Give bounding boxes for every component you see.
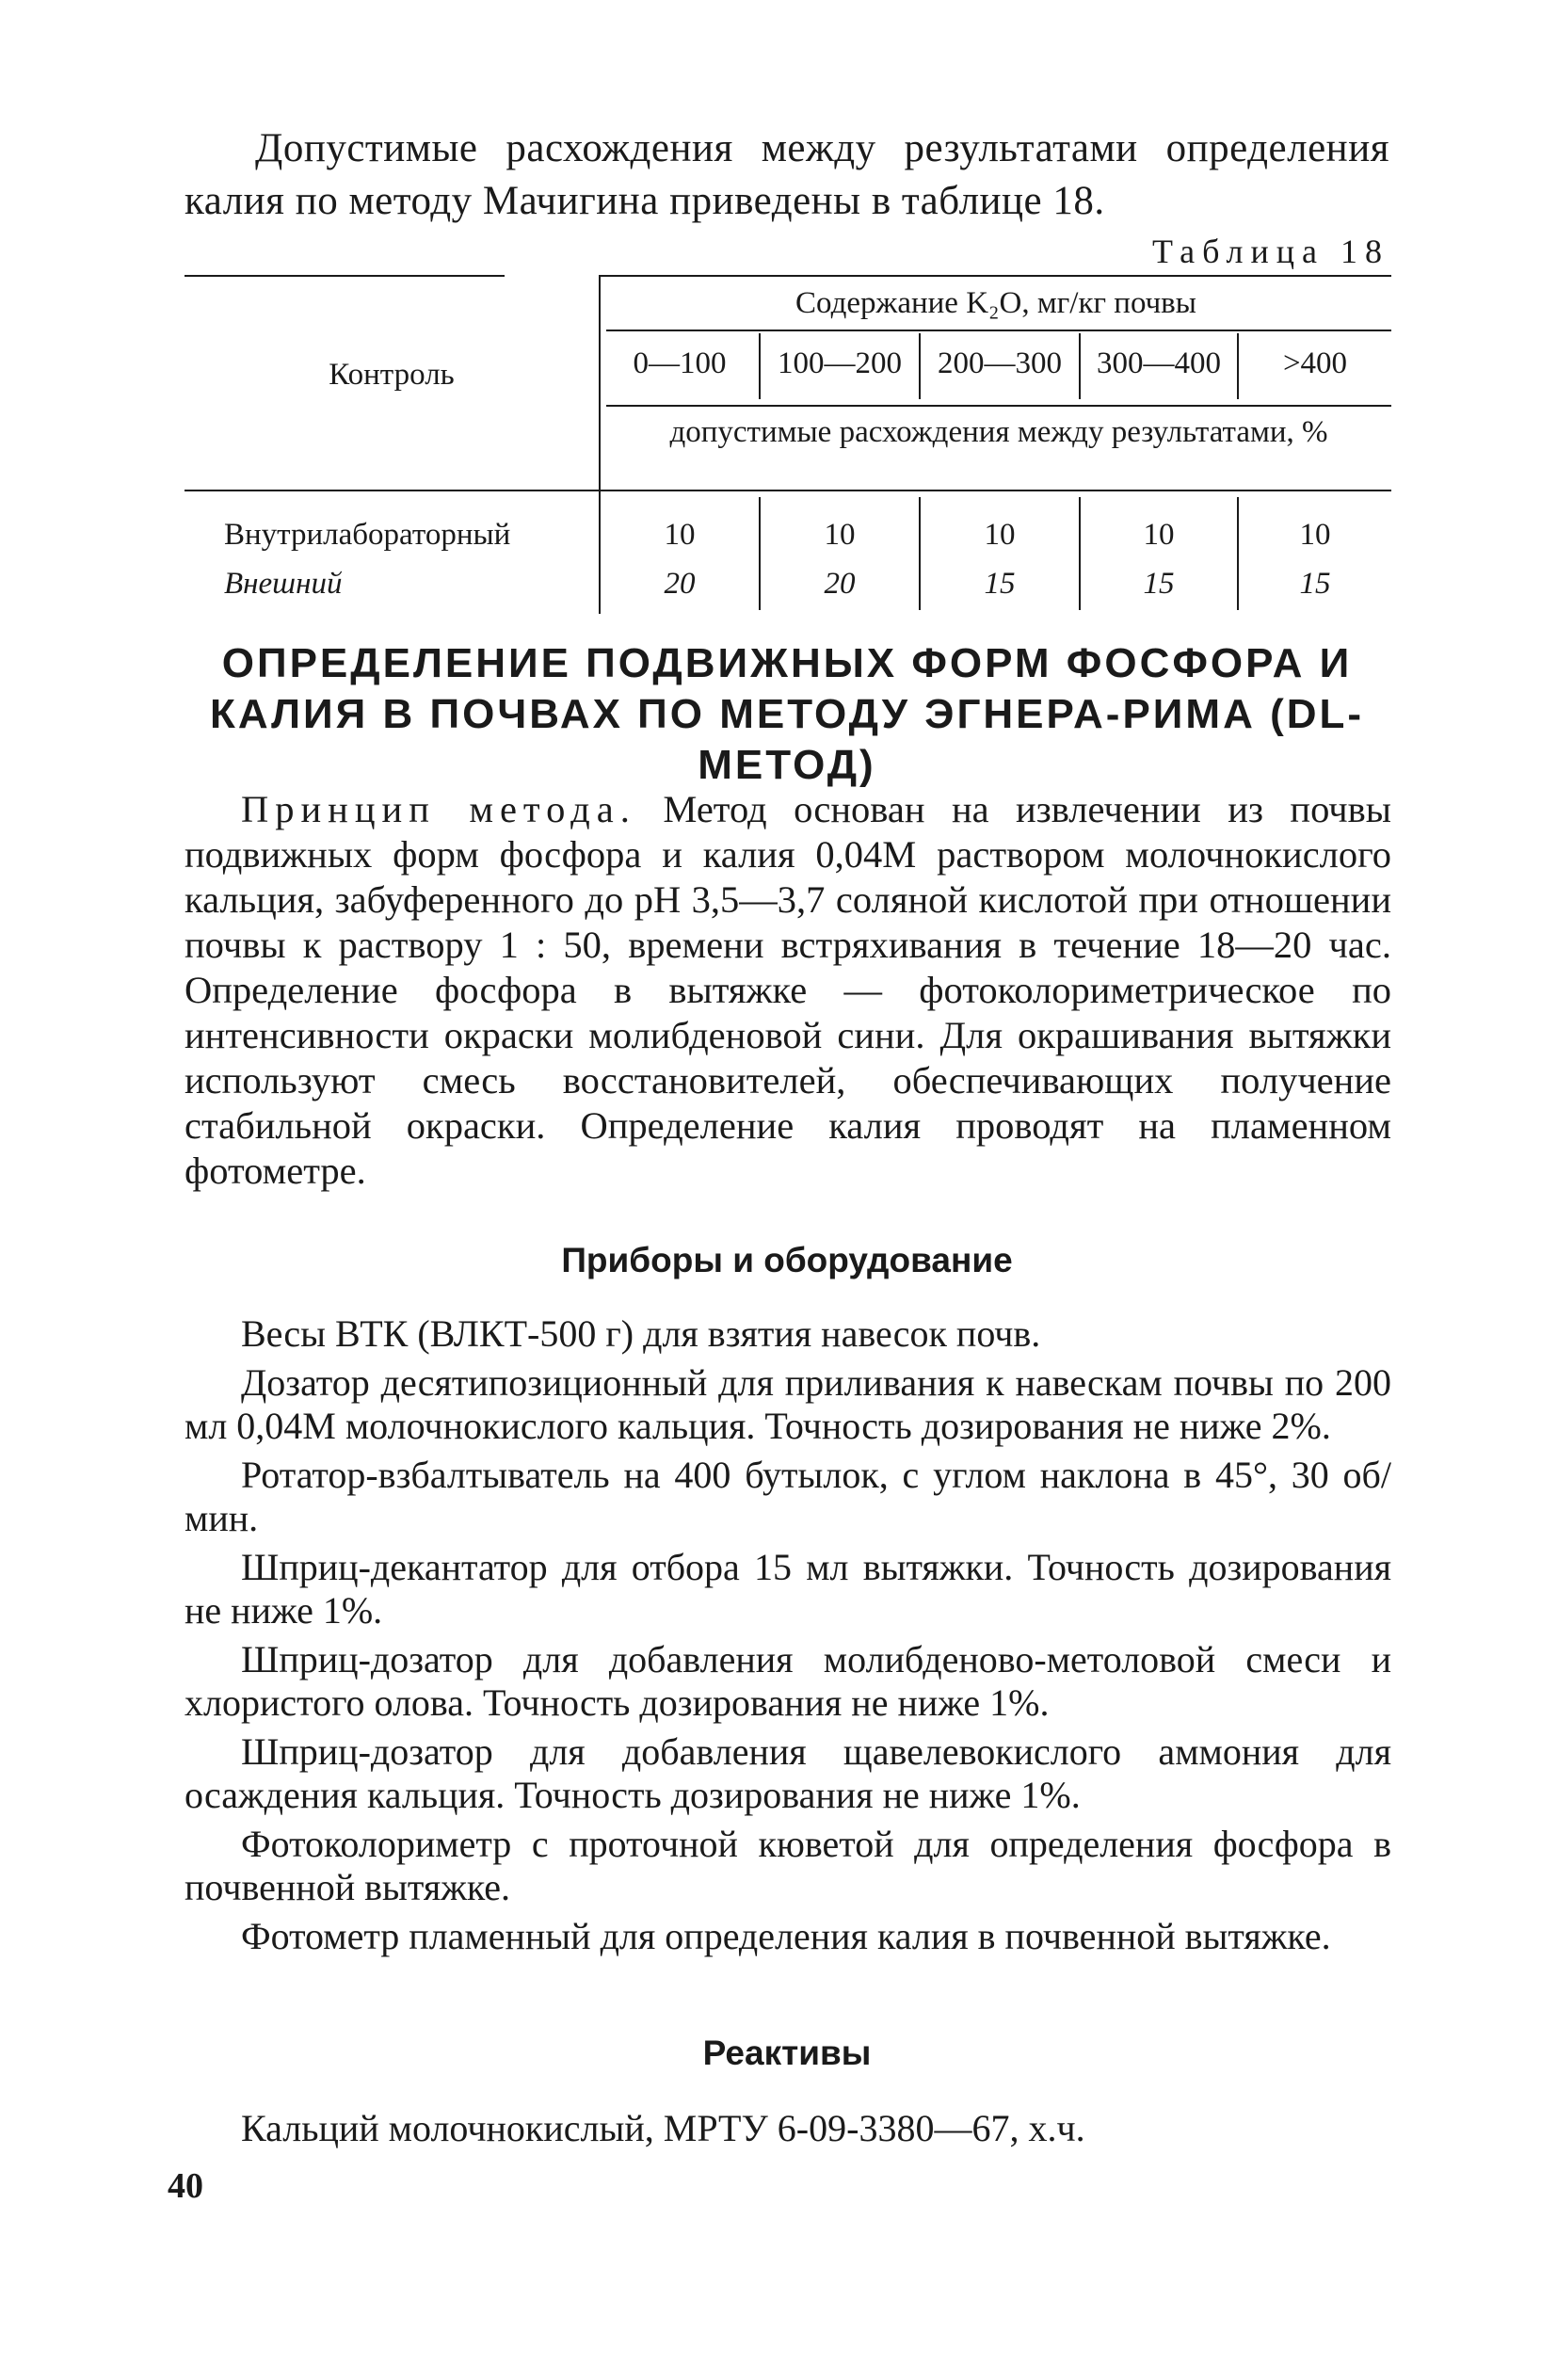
cell-internal-5: 10	[1299, 518, 1331, 552]
table-top-rule-right	[599, 275, 1391, 277]
page-number: 40	[168, 2166, 203, 2206]
range-header-4: 300—400	[1097, 346, 1221, 380]
row-label-external: Внешний	[224, 567, 343, 601]
range-header-3: 200—300	[938, 346, 1062, 380]
equipment-item: Ротатор-взбалтыватель на 400 бутылок, с углом наклона в 45°, 30 об/мин.	[185, 1454, 1391, 1539]
cell-internal-3: 10	[984, 518, 1016, 552]
cell-external-3: 15	[984, 567, 1016, 601]
cell-internal-2: 10	[824, 518, 856, 552]
cell-external-2: 20	[824, 567, 856, 601]
equipment-list	[185, 1312, 1391, 1964]
cell-internal-1: 10	[664, 518, 696, 552]
table-rule-under-ranges	[606, 405, 1391, 407]
intro-text: Допустимые расхождения между результатами определения калия по методу Мачигина приведены в таблице 18.	[185, 126, 1389, 223]
range-header-5: >400	[1282, 346, 1348, 380]
cell-internal-4: 10	[1143, 518, 1175, 552]
range-header-1: 0—100	[633, 346, 727, 380]
equipment-heading: Приборы и оборудование	[561, 1241, 1013, 1279]
equipment-item: Шприц-дозатор для добавления молибденово-метоловой смеси и хлористого олова. Точность дозирования не ниже 1%.	[185, 1638, 1391, 1724]
table-rule-under-content-header	[606, 330, 1391, 331]
principle-text: Метод основан на извлечении из почвы подвижных форм фосфора и калия 0,04М раствором молочнокислого кальция, забуференного до рН 3,5—3,7 соляной кислотой при отношении почвы к раствору 1 : 50, времени встряхивания в течение 18—20 час. Определение фосфора в вытяжке — фотоколориметрическое по интенсивности окраски молибденовой сини. Для окрашивания вытяжки используют смесь восстановителей, обеспечивающих получение стабильной окраски. Определение калия проводят на пламенном фотометре.	[185, 788, 1391, 1192]
principle-lead: Принцип метода.	[241, 788, 636, 830]
equipment-item: Шприц-декантатор для отбора 15 мл вытяжки. Точность дозирования не ниже 1%.	[185, 1546, 1391, 1632]
table-caption: Таблица 18	[1152, 233, 1389, 270]
range-header-2: 100—200	[778, 346, 902, 380]
table-top-rule-left	[185, 275, 505, 277]
equipment-item: Фотометр пламенный для определения калия в почвенной вытяжке.	[241, 1915, 1331, 1957]
cell-external-1: 20	[664, 567, 696, 601]
cell-external-4: 15	[1143, 567, 1175, 601]
intro-paragraph	[185, 122, 1389, 228]
equipment-item: Шприц-дозатор для добавления щавелевокислого аммония для осаждения кальция. Точность дозирования не ниже 1%.	[185, 1730, 1391, 1816]
equipment-item: Дозатор десятипозиционный для приливания к навескам почвы по 200 мл 0,04М молочнокислого кальция. Точность дозирования не ниже 2%.	[185, 1361, 1391, 1447]
section-title: ОПРЕДЕЛЕНИЕ ПОДВИЖНЫХ ФОРМ ФОСФОРА И КАЛИЯ В ПОЧВАХ ПО МЕТОДУ ЭГНЕРА-РИМА (DL-МЕТОД)	[209, 640, 1365, 788]
method-principle	[185, 787, 1391, 1194]
table-header-bottom-rule	[185, 490, 1391, 491]
tolerance-table	[185, 275, 1391, 614]
equipment-item: Фотоколориметр с проточной кюветой для определения фосфора в почвенной вытяжке.	[185, 1823, 1391, 1908]
content-header: Содержание K₂O, мг/кг почвы	[795, 286, 1196, 320]
reagents-heading: Реактивы	[702, 2034, 872, 2072]
reagent-item: Кальций молочнокислый, МРТУ 6-09-3380—67, х.ч.	[241, 2107, 1085, 2149]
row-label-internal: Внутрилабораторный	[224, 518, 511, 552]
equipment-item: Весы ВТК (ВЛКТ-500 г) для взятия навесок почв.	[241, 1312, 1041, 1355]
table-divider-control	[599, 275, 601, 614]
control-header: Контроль	[329, 358, 455, 392]
units-header: допустимые расхождения между результатами, %	[669, 415, 1328, 449]
cell-external-5: 15	[1299, 567, 1331, 601]
